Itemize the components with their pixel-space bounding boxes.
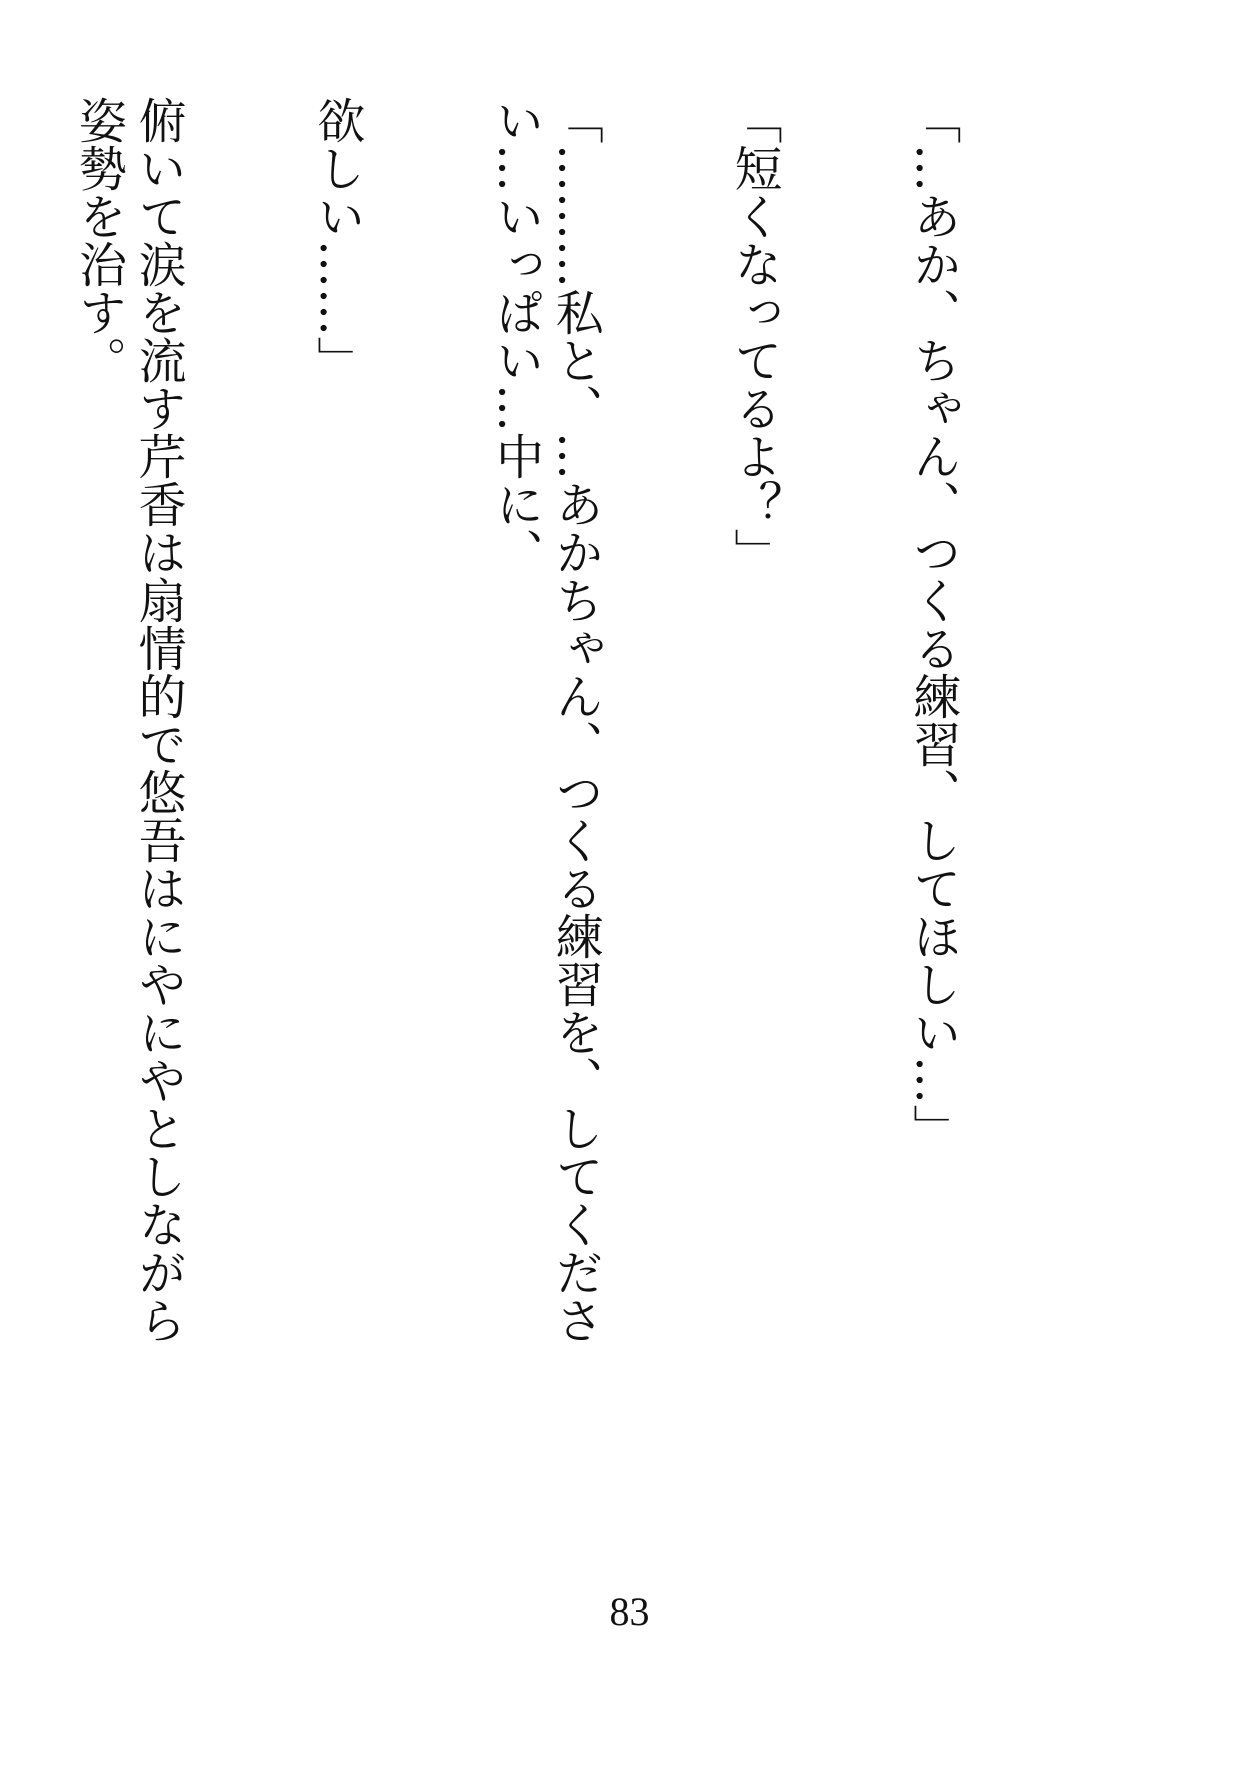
text-line: 俯いて涙を流す芹香は扇情的で悠吾はにやにやとしながら姿勢を治す。 [70, 96, 187, 1344]
body-text [0, 96, 1081, 1366]
text-line: 「…あか、ちゃん、つくる練習、してほしい…」 [904, 96, 961, 1152]
text-line: 「短くなってるよ？」 [726, 96, 783, 576]
text-line: 欲しい……」 [308, 96, 365, 384]
page-number: 83 [609, 1589, 650, 1634]
text-line: 「………私と、…あかちゃん、つくる練習を、してください…いっぱい…中に、 [487, 96, 604, 1344]
